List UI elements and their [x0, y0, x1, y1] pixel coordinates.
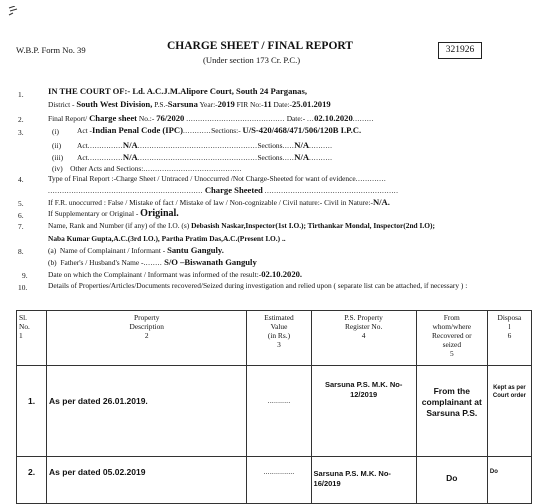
charge-sheet-date-label: Date:- [286, 114, 306, 123]
row-1-description: As per dated 26.01.2019. [47, 366, 247, 457]
charge-sheet-number: 76/2020 [156, 113, 185, 123]
item-number-7: 7. [18, 222, 24, 231]
fr-unoccurred-line [48, 197, 390, 207]
act-iii-value: N/A [122, 152, 138, 162]
act-iv-index: (iv) [52, 164, 63, 173]
final-report-label: Final Report/ [48, 114, 88, 123]
complainant-label: Name of Complainant / Informant - [59, 246, 166, 255]
date-label: Date:- [273, 100, 292, 109]
io-names-line-1: Debasish Naskar,Inspector(1st I.O.); Tirthankar Mondal, Inspector(2nd I.O); [191, 221, 435, 230]
father-label: Father's / Husband's Name - [60, 258, 144, 267]
informed-date: 02.10.2020. [261, 269, 303, 279]
fir-value: 11 [263, 99, 272, 109]
header-from-whom: From whom/where Recovered or seized 5 [416, 311, 487, 366]
row-2-from: Do [416, 457, 487, 504]
informed-line [48, 269, 302, 279]
sections-iii-value: N/A [294, 152, 310, 162]
sections-i-label: Sections:- [211, 126, 241, 135]
row-1-value: ........... [247, 366, 311, 457]
header-disposal: Disposa l 6 [487, 311, 531, 366]
item-number-9: 9. [22, 271, 28, 280]
final-report-type-line: Type of Final Report :-Charge Sheet / Untraced / Unoccurred /Not Charge-Sheeted for want of evidence............. [48, 174, 387, 183]
district-line [48, 99, 331, 109]
act-iv-line: (iv) Other Acts and Sections:.......................................... [52, 164, 242, 173]
sections-iii-label: Sections [257, 153, 283, 162]
complainant-value: Santu Ganguly. [167, 245, 224, 255]
charge-sheeted-line: .................................................................. Charge Sheeted ......................................................... [48, 185, 399, 195]
serial-number-box: 321926 [438, 42, 482, 59]
date-value: 25.01.2019 [292, 99, 331, 109]
act-ii-label: Act [77, 141, 88, 150]
act-iii-index: (iii) [52, 153, 64, 162]
row-2-description: As per dated 05.02.2019 [47, 457, 247, 504]
item-number-10: 10. [18, 283, 28, 292]
father-value: S/O –Biswanath Ganguly [164, 257, 257, 267]
page-title: CHARGE SHEET / FINAL REPORT [167, 40, 353, 52]
year-label: Year:- [199, 100, 218, 109]
table-header-row [17, 311, 532, 366]
io-names-line-2: Naba Kumar Gupta,A.C.(3rd I.O.), Partha Pratim Das,A.C.(Present I.O.) .. [48, 234, 286, 243]
act-i-line: Act -Indian Penal Code (IPC)............Sections:- U/S-420/468/471/506/120B I.P.C. [77, 125, 362, 135]
item-number-8: 8. [18, 247, 24, 256]
item-number-6: 6. [18, 211, 24, 220]
sections-i-value: U/S-420/468/471/506/120B I.P.C. [242, 125, 362, 135]
supplementary-value: Original. [140, 208, 179, 219]
item-number-4: 4. [18, 175, 24, 184]
corner-scribble-mark [8, 6, 26, 24]
page-subtitle: (Under section 173 Cr. P.C.) [203, 55, 301, 65]
header-sl-no: Sl. No. 1 [17, 311, 47, 366]
supplementary-label: If Supplementary or Original - [48, 209, 139, 218]
act-ii-index: (ii) [52, 141, 62, 150]
row-2-sl: 2. [17, 457, 47, 504]
district-value: South West Division, [76, 99, 153, 109]
properties-details-label: Details of Properties/Articles/Documents recovered/Seized during investigation and relied upon ( separate list can be attached, if necessary ) : [48, 281, 468, 290]
item-number-1: 1. [18, 90, 24, 99]
row-1-disposal: Kept as per Court order [487, 366, 531, 457]
informed-label: Date on which the Complainant / Informant was informed of the result:- [48, 270, 262, 279]
row-1-from: From the complainant at Sarsuna P.S. [416, 366, 487, 457]
header-estimated-value: Estimated Value (in Rs.) 3 [247, 311, 311, 366]
header-property-description: Property Description 2 [47, 311, 247, 366]
supplementary-line [48, 208, 179, 219]
complainant-line [48, 245, 224, 255]
year-value: 2019 [217, 99, 235, 109]
io-line-1 [48, 221, 435, 230]
act-i-value: Indian Penal Code (IPC) [91, 125, 183, 135]
io-label: Name, Rank and Number (if any) of the I.O. (s) [48, 221, 190, 230]
act-ii-value: N/A [122, 140, 138, 150]
fr-unoccurred-label: If F.R. unoccurred : False / Mistake of fact / Mistake of law / Non-cognizable / Civil nature:- Civil in Nature:- [48, 198, 373, 207]
act-i-index: (i) [52, 127, 59, 136]
act-iii-line: Act...............N/A...................................................Sections.....N/A.......... [77, 152, 333, 162]
father-index: (b) [48, 258, 57, 267]
item-number-5: 5. [18, 199, 24, 208]
row-1-register: Sarsuna P.S. M.K. No-12/2019 [311, 366, 416, 457]
ps-value: Sarsuna [167, 99, 198, 109]
item-number-3: 3. [18, 128, 24, 137]
form-number: W.B.P. Form No. 39 [16, 45, 86, 55]
court-line [48, 86, 307, 96]
table-row [17, 366, 532, 457]
fir-label: FIR No:- [236, 100, 264, 109]
charge-sheet-label: Charge sheet [89, 113, 138, 123]
charge-sheet-no-label: No.:- [138, 114, 155, 123]
final-report-type-label: Type of Final Report :-Charge Sheet / Untraced / Unoccurred /Not Charge-Sheeted for want of evidence [48, 174, 356, 183]
act-iii-label: Act [77, 153, 88, 162]
property-table [16, 310, 532, 504]
row-2-value: ............... [247, 457, 311, 504]
row-2-disposal: Do [487, 457, 531, 504]
row-1-sl: 1. [17, 366, 47, 457]
court-text: IN THE COURT OF:- Ld. A.C.J.M.Alipore Court, South 24 Parganas, [48, 86, 307, 96]
sections-ii-label: Sections [257, 141, 283, 150]
act-i-label: Act - [77, 126, 92, 135]
district-label: District - [48, 100, 75, 109]
complainant-index: (a) [48, 246, 57, 255]
other-acts-label: Other Acts and Sections: [70, 164, 144, 173]
charge-sheeted-value: Charge Sheeted [204, 185, 263, 195]
charge-sheet-date: 02.10.2020 [314, 113, 353, 123]
table-row [17, 457, 532, 504]
ps-label: P.S.- [154, 100, 168, 109]
header-register-no: P.S. Property Register No. 4 [311, 311, 416, 366]
sections-ii-value: N/A [294, 140, 310, 150]
charge-sheet-line: Final Report/ Charge sheet No.:- 76/2020 .......................................... Date:- ...02.10.2020......... [48, 113, 374, 123]
row-2-register: Sarsuna P.S. M.K. No-16/2019 [311, 457, 416, 504]
act-ii-line: Act...............N/A...................................................Sections.....N/A.......... [77, 140, 333, 150]
father-line: (b) Father's / Husband's Name -........ S/O –Biswanath Ganguly [48, 257, 257, 267]
item-number-2: 2. [18, 115, 24, 124]
fr-unoccurred-value: N/A. [372, 197, 390, 207]
